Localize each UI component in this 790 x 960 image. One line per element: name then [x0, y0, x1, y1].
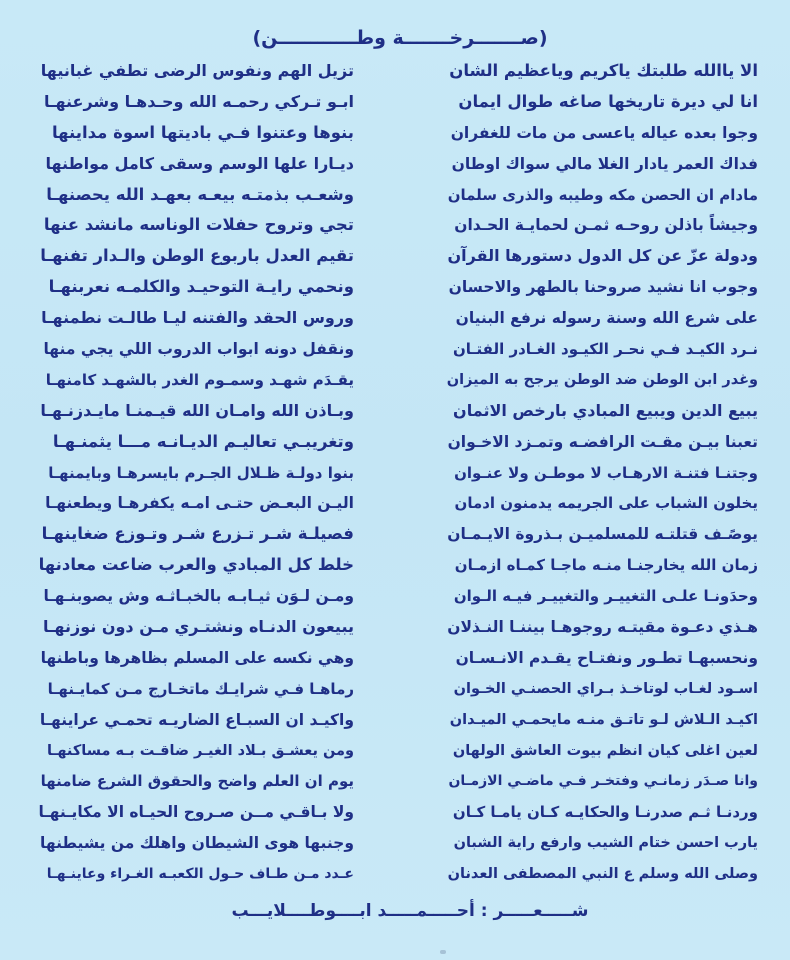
- verse-second-hemistich: بنوا دولـة ظـلال الجـرم بايسرهـا وبايمنهـا: [48, 463, 354, 482]
- verse-line: [40, 766, 758, 797]
- verse-first-hemistich: يبيع الدين ويبيع المبادي بارخص الاثمان: [453, 400, 758, 420]
- verse-first-hemistich: ودولة عزّ عن كل الدول دستورها القرآن: [447, 246, 758, 266]
- poem-title: (صـــــــرخـــــــة وطــــــــــــن): [252, 27, 548, 49]
- verse-first-hemistich: يوصًـف قتلتـه للمسلميـن بـذروة الايـمـان: [447, 525, 758, 544]
- verse-line: [40, 458, 758, 489]
- verse-second-hemistich: يبيعون الدنـاه ونشتـري مـن دون نوزنهـا: [42, 617, 354, 637]
- verse-line: [40, 272, 758, 303]
- verse-first-hemistich: لعين اغلى كيان انظم بيوت العاشق الولهان: [452, 742, 758, 759]
- verse-first-hemistich: وجيشاً باذلن روحـه ثمـن لحمايـة الحـدان: [454, 216, 758, 235]
- verse-first-hemistich: زمان الله يخارجنـا منـه ماجـا كمـاه ازمـان: [454, 556, 758, 575]
- verse-line: [40, 303, 758, 334]
- verse-line: [40, 581, 758, 612]
- verse-first-hemistich: اكيـد الـلاش لـو تاتـق منـه مايحمـي الميـدان: [449, 711, 758, 728]
- verse-list: [40, 56, 758, 890]
- verse-second-hemistich: وهي نكسه على المسلم بظاهرها وباطنها: [40, 648, 354, 667]
- verse-first-hemistich: فداك العمر يادار الغلا مالي سواك اوطان: [451, 154, 758, 173]
- verse-first-hemistich: نـرد الكيـد فـي نحـر الكيـود الغـادر الفتـان: [453, 340, 758, 359]
- verse-second-hemistich: وشعـب بذمتـه بيعـه بعهـد الله يحصنهـا: [46, 184, 354, 204]
- verse-second-hemistich: وجنبها هوى الشيطان واهلك من يشيطنها: [40, 834, 354, 853]
- verse-second-hemistich: ولا بـاقـي مــن صـروح الحيـاه الا مكايـنهـا: [38, 803, 354, 822]
- verse-first-hemistich: على شرع الله وسنة رسوله نرفع البنيان: [455, 309, 758, 328]
- verse-second-hemistich: يوم ان العلم واضح والحقوق الشرع ضامنها: [40, 772, 354, 791]
- verse-second-hemistich: تجي وتروح حفلات الوناسه مانشد عنها: [43, 215, 354, 235]
- verse-line: [40, 180, 758, 211]
- verse-line: [40, 828, 758, 859]
- verse-second-hemistich: ابـو تـركي رحمـه الله وحـدهـا وشرعنهـا: [43, 91, 354, 111]
- verse-line: [40, 797, 758, 828]
- verse-first-hemistich: اسـود لغـاب لوتاخـذ بـراي الحصنـي الخـوان: [453, 680, 758, 697]
- verse-first-hemistich: وصلى الله وسلم ع النبي المصطفى العدنان: [447, 866, 758, 883]
- verse-first-hemistich: وانا صـدَر زمانـي وفتخـر فـي ماضـي الازمـان: [448, 773, 758, 790]
- verse-line: [40, 365, 758, 396]
- verse-line: [40, 550, 758, 581]
- verse-first-hemistich: وردنـا ثـم صدرنـا والحكايـه كـان يامـا كـان: [452, 803, 758, 822]
- verse-first-hemistich: انا لي ديرة تاريخها صاغه طوال ايمان: [458, 91, 758, 111]
- verse-second-hemistich: واكيـد ان السبـاع الضاريـه تحمـي عراينهـا: [39, 710, 354, 729]
- verse-second-hemistich: وروس الحقد والفتنه ليـا طالـت نطمنهـا: [41, 308, 354, 328]
- scan-dot: [440, 950, 446, 954]
- verse-second-hemistich: تقيم العدل باربوع الوطن والـدار تفنهـا: [40, 246, 354, 266]
- verse-second-hemistich: وبـاذن الله وامـان الله قيـمنـا مايـدزنـهـا: [40, 400, 354, 420]
- verse-first-hemistich: وحدَونـا علـى التغييـر والتغييـر فيـه الـوان: [453, 587, 758, 606]
- verse-second-hemistich: وتغريبـي تعاليـم الديـانـه مـــا يثمنـهـا: [52, 431, 354, 451]
- verse-second-hemistich: يقـدَم شهـد وسمـوم الغدر بالشهـد كامنهـا: [45, 370, 354, 389]
- verse-line: [40, 87, 758, 118]
- verse-line: [40, 859, 758, 890]
- verse-first-hemistich: وغدر ابن الوطن ضد الوطن يرجح به الميزان: [446, 371, 758, 388]
- poet-signature: شـــــعـــــر : أحـــــمـــــد ابــــوطــــلايـــب: [231, 901, 589, 921]
- verse-line: [40, 705, 758, 736]
- verse-line: [40, 149, 758, 180]
- verse-second-hemistich: ديـارا علها الوسم وسقى كامل مواطنها: [45, 153, 354, 173]
- verse-first-hemistich: ونحسبهـا تطـور ونفتـاح يقـدم الانـسـان: [455, 648, 758, 667]
- verse-line: [40, 396, 758, 427]
- verse-first-hemistich: يخلون الشباب على الجريمه يدمنون ادمان: [454, 494, 758, 513]
- verse-line: [40, 334, 758, 365]
- verse-first-hemistich: هـذي دعـوة مقيتـه روجوهـا بيننـا النـذلان: [447, 618, 758, 637]
- verse-first-hemistich: الا ياالله طلبتك ياكريم وياعظيم الشان: [449, 61, 758, 80]
- verse-second-hemistich: ونقفل دونه ابواب الدروب اللي يجي منها: [43, 340, 354, 359]
- verse-second-hemistich: فصيلـة شـر تـزرع شـر وتـوزع ضغاينهـا: [41, 524, 354, 544]
- verse-line: [40, 519, 758, 550]
- verse-first-hemistich: تعبنا بيـن مقـت الرافضـه وتمـزد الاخـوان: [447, 432, 758, 451]
- verse-first-hemistich: وجوب انا نشيد صروحنا بالطهر والاحسان: [448, 278, 758, 297]
- verse-first-hemistich: وجتنـا فتنـة الارهـاب لا موطـن ولا عنـوان: [454, 463, 758, 482]
- verse-line: [40, 488, 758, 519]
- verse-first-hemistich: يارب احسن ختام الشيب وارفع راية الشبان: [453, 835, 758, 852]
- verse-second-hemistich: تزيل الهم ونفوس الرضى تطفي غبانيها: [40, 61, 354, 80]
- verse-first-hemistich: وجوا بعده عياله ياعسى من مات للغفران: [450, 123, 758, 142]
- verse-second-hemistich: ومن يعشـق بـلاد الغيـر ضاقـت بـه مساكنهـا: [46, 742, 354, 759]
- verse-line: [40, 241, 758, 272]
- verse-line: [40, 210, 758, 241]
- verse-line: [40, 427, 758, 458]
- verse-line: [40, 118, 758, 149]
- verse-second-hemistich: ونحمي رايـة التوحيـد والكلمـه نعربنهـا: [48, 277, 354, 297]
- verse-second-hemistich: عـدد مـن طـاف حـول الكعبـه الغـراء وعاينـهـا: [46, 866, 354, 883]
- verse-line: [40, 612, 758, 643]
- verse-line: [40, 736, 758, 767]
- verse-line: [40, 643, 758, 674]
- verse-line: [40, 56, 758, 87]
- verse-second-hemistich: ومـن لـوَن ثيـابـه بالخبـاثـه وش يصوبنـهـا: [43, 587, 354, 606]
- verse-first-hemistich: مادام ان الحصن مكه وطيبه والذرى سلمان: [447, 185, 758, 204]
- verse-line: [40, 674, 758, 705]
- verse-second-hemistich: خلط كل المبادي والعرب ضاعت معادنها: [38, 555, 354, 575]
- verse-second-hemistich: بنوها وعتنوا فـي باديتها اسوة مداينها: [51, 122, 354, 142]
- verse-second-hemistich: اليـن البعـض حتـى امـه يكفرهـا ويطعنهـا: [45, 494, 354, 513]
- verse-second-hemistich: رماهـا فـي شرايـك ماتخـارج مـن كمايـنهـا: [47, 679, 354, 698]
